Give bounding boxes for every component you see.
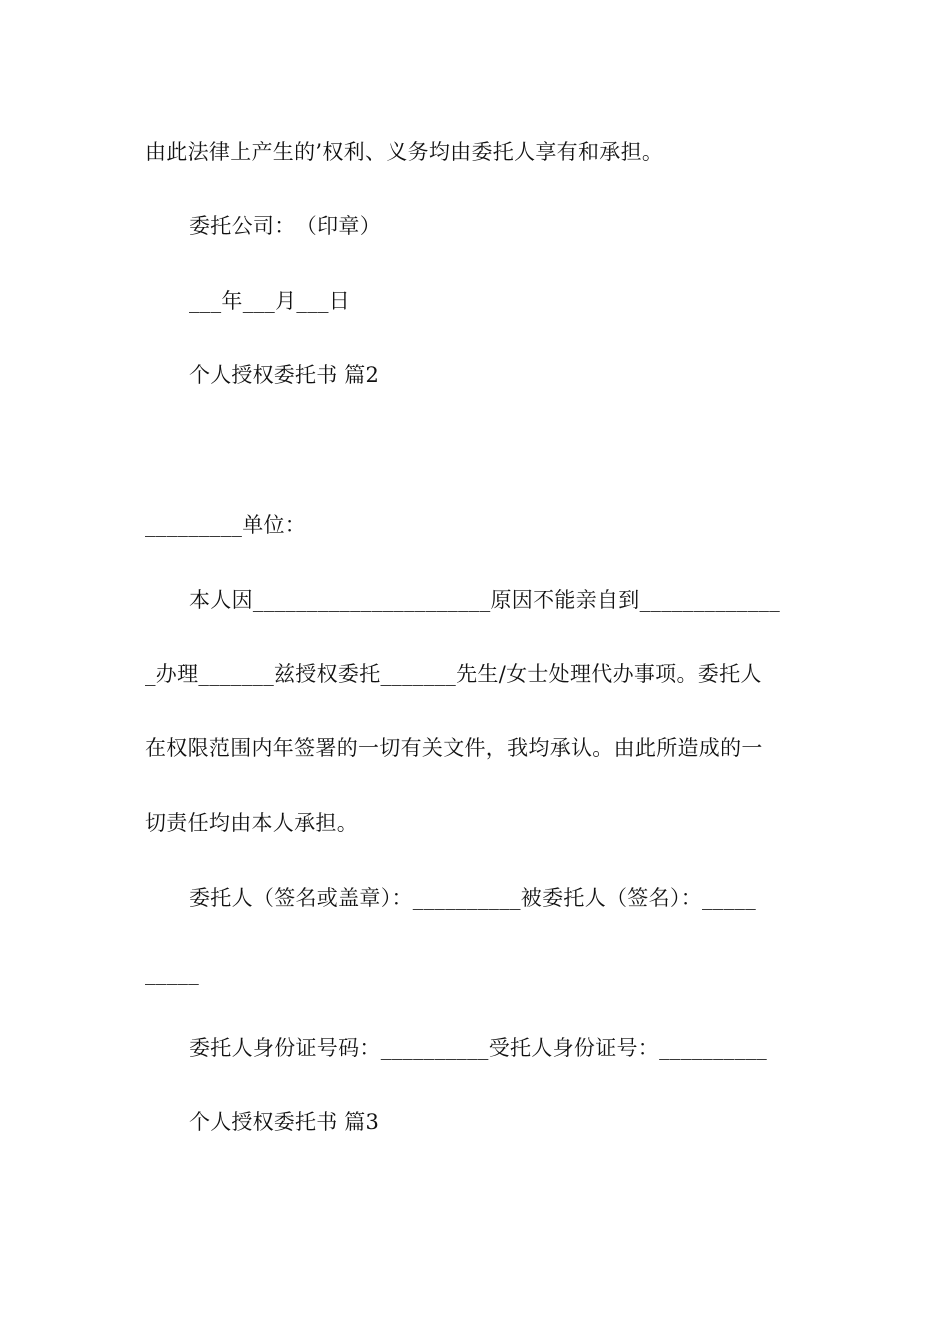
entrusting-company-seal-line: 委托公司： （印章） [189, 214, 381, 238]
section-heading-3: 个人授权委托书 篇3 [189, 1110, 380, 1134]
id-number-line: 委托人身份证号码：__________受托人身份证号：__________ [189, 1036, 768, 1060]
recipient-unit-line: _________单位： [145, 513, 307, 537]
body-paragraph-line-4: 切责任均由本人承担。 [145, 811, 358, 835]
body-paragraph-line-3: 在权限范围内年签署的一切有关文件，我均承认。由此所造成的一 [145, 736, 763, 760]
body-paragraph-line-2: _办理_______兹授权委托_______先生/女士处理代办事项。委托人 [145, 662, 762, 686]
closing-clause-line: 由此法律上产生的’权利、义务均由委托人享有和承担。 [145, 140, 664, 164]
signature-line-continuation: _____ [145, 961, 199, 985]
date-line: ___年___月___日 [189, 289, 351, 313]
signature-line: 委托人（签名或盖章）：__________被委托人（签名）：_____ [189, 886, 756, 910]
section-heading-2: 个人授权委托书 篇2 [189, 363, 380, 387]
body-paragraph-line-1: 本人因______________________原因不能亲自到_____________ [189, 588, 780, 612]
